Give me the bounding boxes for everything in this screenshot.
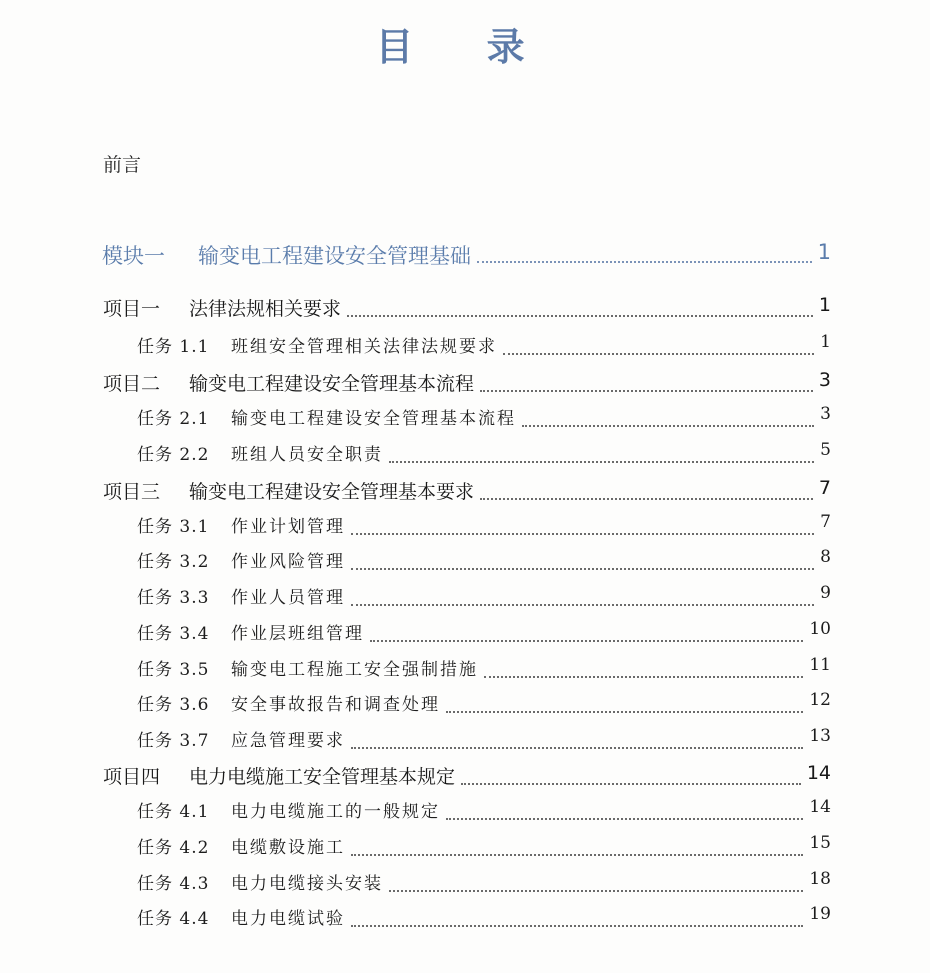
toc-entry-task (0, 404, 930, 432)
toc-entry-number: 任务 3.4 (137, 624, 210, 644)
toc-entry-page: 7 (818, 477, 831, 499)
toc-entry-task (0, 797, 930, 825)
toc-entry-label (137, 726, 345, 751)
toc-entry-number: 任务 3.2 (137, 552, 210, 572)
toc-entry-page: 12 (809, 690, 831, 710)
toc-entry-title: 班组安全管理相关法律法规要求 (231, 337, 497, 357)
toc-leader-dots (480, 362, 813, 392)
toc-entry-task (0, 512, 930, 540)
toc-entry-page: 5 (820, 440, 831, 460)
toc-leader-dots (351, 505, 814, 535)
toc-entry-title: 安全事故报告和调查处理 (231, 695, 440, 715)
toc-entry-page: 18 (809, 869, 831, 889)
toc-entry-page: 1 (817, 240, 831, 264)
toc-entry-title: 法律法规相关要求 (189, 298, 342, 320)
toc-entry-number: 项目二 (103, 373, 161, 395)
toc-entry-number: 任务 3.3 (137, 588, 210, 608)
toc-entry-number: 项目一 (103, 298, 161, 320)
toc-entry-task (0, 547, 930, 575)
toc-leader-dots (351, 826, 803, 856)
toc-entry-task (0, 619, 930, 647)
preface-entry: 前言 (103, 154, 142, 176)
toc-entry-label (137, 440, 383, 465)
toc-entry-page: 3 (820, 404, 831, 424)
toc-entry-title: 输变电工程建设安全管理基本流程 (189, 373, 475, 395)
toc-entry-label (137, 904, 345, 929)
page-title: 目 录 (375, 25, 555, 69)
toc-entry-title: 应急管理要求 (231, 731, 345, 751)
toc-entry-project (0, 369, 930, 397)
toc-leader-dots (461, 755, 801, 785)
toc-entry-number: 任务 3.6 (137, 695, 210, 715)
toc-entry-task (0, 833, 930, 861)
toc-entry-task (0, 440, 930, 468)
toc-entry-title: 输变电工程建设安全管理基本要求 (189, 481, 475, 503)
toc-entry-page: 14 (809, 797, 831, 817)
toc-entry-title: 作业计划管理 (231, 517, 345, 537)
toc-entry-page: 19 (809, 904, 831, 924)
toc-entry-number: 项目四 (103, 766, 161, 788)
toc-entry-label (137, 332, 497, 357)
toc-entry-task (0, 869, 930, 897)
toc-entry-title: 电力电缆施工安全管理基本规定 (189, 766, 456, 788)
toc-entry-project (0, 294, 930, 322)
toc-leader-dots (389, 433, 814, 463)
toc-entry-task (0, 690, 930, 718)
toc-leader-dots (446, 790, 803, 820)
toc-entry-project (0, 762, 930, 790)
toc-entry-title: 电力电缆试验 (231, 909, 345, 929)
toc-entry-label (103, 369, 474, 396)
toc-leader-dots (347, 287, 813, 317)
toc-entry-label (137, 583, 345, 608)
toc-entry-page: 9 (820, 583, 831, 603)
toc-leader-dots (370, 612, 803, 642)
toc-entry-title: 班组人员安全职责 (231, 445, 383, 465)
toc-leader-dots (477, 233, 812, 263)
toc-entry-label (137, 655, 478, 680)
toc-entry-page: 8 (820, 547, 831, 567)
toc-entry-title: 电力电缆接头安装 (231, 874, 383, 894)
toc-entry-number: 任务 2.1 (137, 409, 210, 429)
toc-entry-page: 10 (809, 619, 831, 639)
toc-entry-number: 任务 1.1 (137, 337, 210, 357)
toc-leader-dots (522, 397, 814, 427)
toc-entry-page: 1 (818, 294, 831, 316)
toc-entry-label (137, 690, 440, 715)
toc-entry-task (0, 655, 930, 683)
toc-entry-page: 15 (809, 833, 831, 853)
toc-entry-label (137, 547, 345, 572)
toc-leader-dots (446, 683, 803, 713)
toc-entry-number: 任务 4.3 (137, 874, 210, 894)
toc-leader-dots (480, 470, 813, 500)
toc-entry-page: 3 (818, 369, 831, 391)
toc-entry-label (137, 869, 383, 894)
toc-entry-label (137, 797, 440, 822)
toc-leader-dots (351, 576, 814, 606)
toc-leader-dots (503, 325, 814, 355)
toc-entry-title: 作业风险管理 (231, 552, 345, 572)
toc-leader-dots (351, 540, 814, 570)
toc-entry-number: 任务 4.4 (137, 909, 210, 929)
toc-entry-label (137, 512, 345, 537)
toc-entry-number: 任务 2.2 (137, 445, 210, 465)
toc-leader-dots (351, 719, 803, 749)
toc-entry-page: 7 (820, 512, 831, 532)
toc-leader-dots (389, 862, 803, 892)
toc-entry-title: 作业层班组管理 (231, 624, 364, 644)
toc-entry-number: 任务 3.5 (137, 660, 210, 680)
toc-entry-label (137, 833, 345, 858)
toc-entry-page: 11 (809, 655, 831, 675)
toc-entry-page: 1 (820, 332, 831, 352)
toc-entry-title: 电力电缆施工的一般规定 (231, 802, 440, 822)
toc-entry-task (0, 726, 930, 754)
toc-entry-page: 14 (806, 762, 831, 784)
toc-entry-title: 电缆敷设施工 (231, 838, 345, 858)
toc-entry-number: 任务 4.2 (137, 838, 210, 858)
toc-entry-page: 13 (809, 726, 831, 746)
toc-entry-number: 任务 3.1 (137, 517, 210, 537)
toc-entry-label (102, 240, 471, 270)
toc-entry-number: 模块一 (102, 244, 165, 268)
toc-entry-number: 任务 3.7 (137, 731, 210, 751)
toc-leader-dots (484, 648, 803, 678)
toc-entry-title: 作业人员管理 (231, 588, 345, 608)
toc-entry-project (0, 477, 930, 505)
toc-entry-label (137, 404, 516, 429)
toc-entry-label (103, 477, 474, 504)
toc-entry-title: 输变电工程建设安全管理基础 (198, 244, 471, 268)
toc-entry-task (0, 583, 930, 611)
toc-entry-task (0, 904, 930, 932)
toc-leader-dots (351, 897, 803, 927)
toc-entry-label (137, 619, 364, 644)
toc-entry-number: 任务 4.1 (137, 802, 210, 822)
toc-entry-task (0, 332, 930, 360)
toc-entry-number: 项目三 (103, 481, 161, 503)
toc-entry-title: 输变电工程建设安全管理基本流程 (231, 409, 516, 429)
toc-entry-label (103, 294, 341, 321)
toc-entry-module (0, 240, 930, 268)
toc-entry-title: 输变电工程施工安全强制措施 (231, 660, 478, 680)
toc-entry-label (103, 762, 455, 789)
